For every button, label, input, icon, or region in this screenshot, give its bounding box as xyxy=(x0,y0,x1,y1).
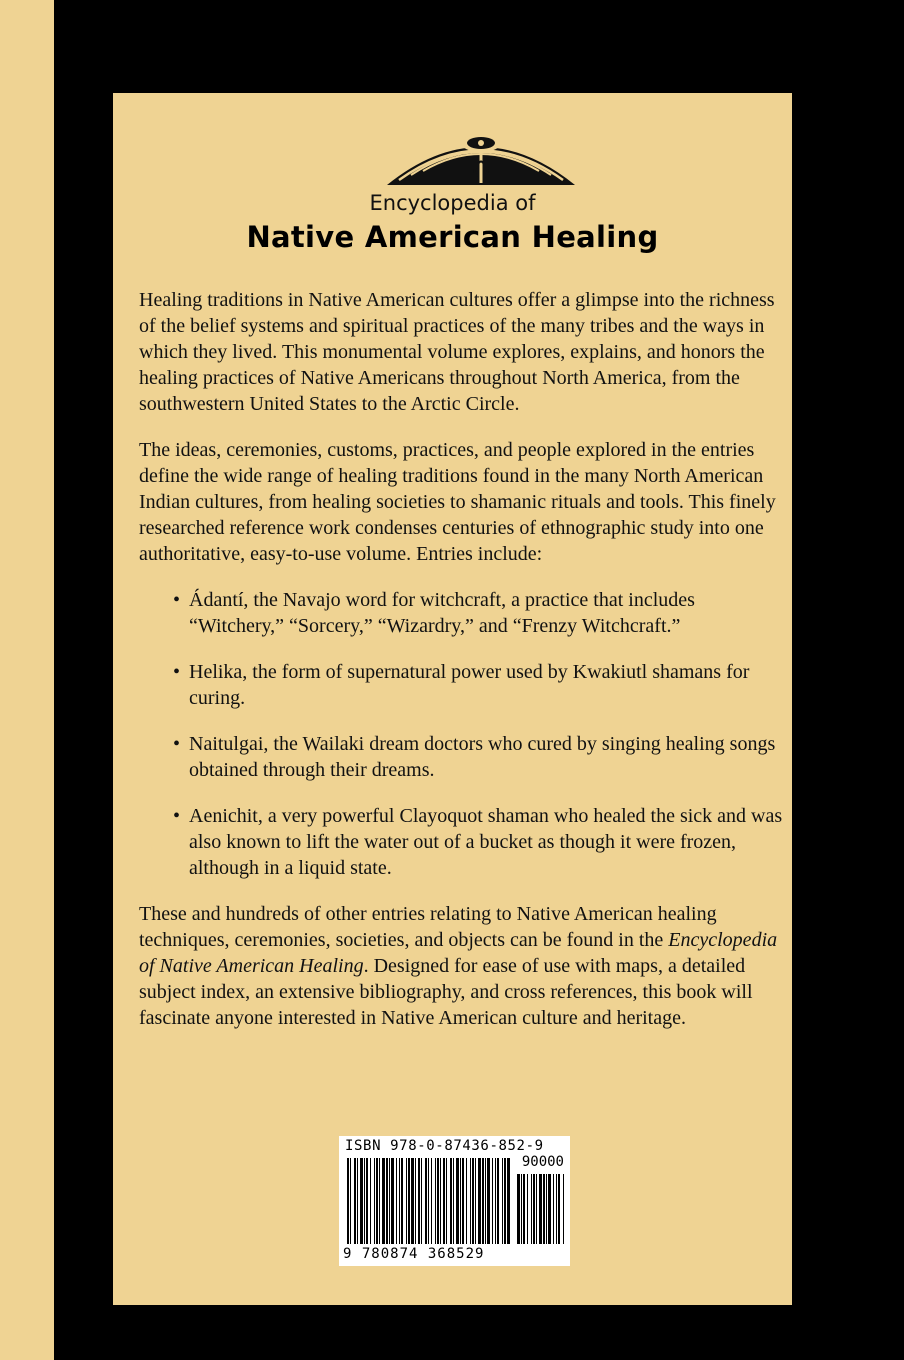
paragraph-3-end: . Designed for ease of use with maps, a detailed subject index, an extensive bibliography, and cross references, this book will fascinate anyone interested in Native American culture and heritage. xyxy=(139,955,753,1029)
barcode-bar xyxy=(462,1158,464,1244)
barcode-bar xyxy=(553,1174,554,1244)
barcode-bar xyxy=(470,1158,471,1244)
barcode-bar xyxy=(492,1158,493,1244)
barcode-bar xyxy=(478,1158,481,1244)
barcode-bar xyxy=(399,1158,400,1244)
barcode-bar xyxy=(548,1174,551,1244)
barcode-bar xyxy=(502,1158,503,1244)
barcode-bar xyxy=(563,1174,564,1244)
barcode-bar xyxy=(497,1158,499,1244)
barcode-bar xyxy=(507,1158,510,1244)
entry-text: Naitulgai, the Wailaki dream doctors who cured by singing healing songs obtained through their dreams. xyxy=(189,733,776,781)
barcode-bar xyxy=(536,1174,537,1244)
barcode-bar xyxy=(531,1174,532,1244)
barcode-bar xyxy=(428,1158,429,1244)
isbn-barcode xyxy=(339,1136,570,1266)
barcode-bar xyxy=(376,1158,378,1244)
barcode-bar xyxy=(440,1158,441,1244)
barcode-bar xyxy=(366,1158,368,1244)
barcode-bar xyxy=(460,1158,461,1244)
barcode-bar xyxy=(546,1174,547,1244)
list-item: • Helika, the form of supernatural power used by Kwakiutl shamans for curing. xyxy=(173,661,750,709)
description-body xyxy=(139,287,784,1051)
barcode-bar xyxy=(421,1158,422,1244)
barcode-bar xyxy=(487,1158,490,1244)
barcode-bar xyxy=(485,1158,486,1244)
barcode-bar xyxy=(517,1174,520,1244)
barcode-bar xyxy=(386,1158,388,1244)
barcode-bar xyxy=(374,1158,375,1244)
paragraph-3-start: These and hundreds of other entries relating to Native American healing techniques, ceremonies, societies, and objects can be found in the xyxy=(139,903,717,951)
barcode-bar xyxy=(418,1158,420,1244)
barcode-bar xyxy=(379,1158,380,1244)
barcode-bar xyxy=(370,1158,371,1244)
barcode-bar xyxy=(415,1158,416,1244)
list-item: • Aenichit, a very powerful Clayoquot shaman who healed the sick and was also known to lift the water out of a bucket as though it were frozen, although in a liquid state. xyxy=(173,805,783,879)
price-code: 90000 xyxy=(521,1154,564,1170)
entry-text: Aenichit, a very powerful Clayoquot shaman who healed the sick and was also known to lift the water out of a bucket as though it were frozen, although in a liquid state. xyxy=(189,805,783,879)
barcode-bar xyxy=(521,1174,522,1244)
barcode-bar xyxy=(389,1158,390,1244)
barcode-bar xyxy=(527,1174,528,1244)
barcode-bar xyxy=(443,1158,445,1244)
barcode-bar xyxy=(382,1158,385,1244)
barcode-bar xyxy=(350,1158,351,1244)
back-cover-panel xyxy=(113,93,792,1305)
barcode-bar xyxy=(357,1158,358,1244)
barcode-bar xyxy=(475,1158,476,1244)
barcode-bar xyxy=(411,1158,414,1244)
barcode-bar xyxy=(446,1158,447,1244)
barcode-bar xyxy=(435,1158,436,1244)
barcode-bar xyxy=(396,1158,397,1244)
barcode-bar xyxy=(391,1158,394,1244)
barcode-bar xyxy=(456,1158,459,1244)
barcode-bar xyxy=(431,1158,432,1244)
barcode-bar xyxy=(472,1158,474,1244)
barcode-bar xyxy=(364,1158,365,1244)
spine-strip xyxy=(0,0,54,1360)
barcode-bar xyxy=(523,1174,525,1244)
barcode-bar xyxy=(543,1174,545,1244)
isbn-number: ISBN 978-0-87436-852-9 xyxy=(345,1138,544,1154)
barcode-bar xyxy=(425,1158,427,1244)
description-paragraph-3 xyxy=(139,901,784,1031)
barcode-bar xyxy=(533,1174,535,1244)
eye-sun-emblem-icon xyxy=(381,123,581,189)
book-title: Native American Healing xyxy=(246,220,659,254)
barcode-bar xyxy=(406,1158,407,1244)
barcode-bar xyxy=(408,1158,410,1244)
barcode-bar xyxy=(558,1174,560,1244)
entry-text: Ádantí, the Navajo word for witchcraft, a practice that includes “Witchery,” “Sorcery,” “Wizardry,” and “Frenzy Witchcraft.” xyxy=(189,589,695,637)
barcode-bar xyxy=(360,1158,363,1244)
barcode-bar xyxy=(495,1158,496,1244)
barcode-bar xyxy=(347,1158,349,1244)
list-item: • Ádantí, the Navajo word for witchcraft, a practice that includes “Witchery,” “Sorcery,” “Wizardry,” and “Frenzy Witchcraft.” xyxy=(173,589,695,637)
barcode-bar xyxy=(401,1158,403,1244)
description-paragraph-2: The ideas, ceremonies, customs, practices, and people explored in the entries define the wide range of healing traditions found in the many North American Indian cultures, from healing societies to shamanic rituals and tools. This finely researched reference work condenses centuries of ethnographic study into one authoritative, easy-to-use volume. Entries include: xyxy=(139,439,776,565)
barcode-bar xyxy=(453,1158,454,1244)
entries-list xyxy=(139,587,784,881)
list-item: • Naitulgai, the Wailaki dream doctors who cured by singing healing songs obtained through their dreams. xyxy=(173,733,776,781)
barcode-bar xyxy=(354,1158,356,1244)
ean-number: 9 780874 368529 xyxy=(343,1246,485,1262)
barcode-bar xyxy=(556,1174,557,1244)
title-line-1: Encyclopedia of xyxy=(369,191,536,215)
barcode-bar xyxy=(466,1158,467,1244)
barcode-bar xyxy=(504,1158,506,1244)
barcode-bar xyxy=(482,1158,484,1244)
entry-text: Helika, the form of supernatural power used by Kwakiutl shamans for curing. xyxy=(189,661,750,709)
description-paragraph-1: Healing traditions in Native American cultures offer a glimpse into the richness of the belief systems and spiritual practices of the many tribes and the ways in which they lived. This monumental volume explores, explains, and honors the healing practices of Native Americans throughout North America, from the southwestern United States to the Arctic Circle. xyxy=(139,289,775,415)
barcode-bar xyxy=(450,1158,452,1244)
barcode-bar xyxy=(437,1158,439,1244)
barcode-bar xyxy=(539,1174,542,1244)
book-title-italic: Encyclopedia of Native American Healing xyxy=(139,929,778,977)
